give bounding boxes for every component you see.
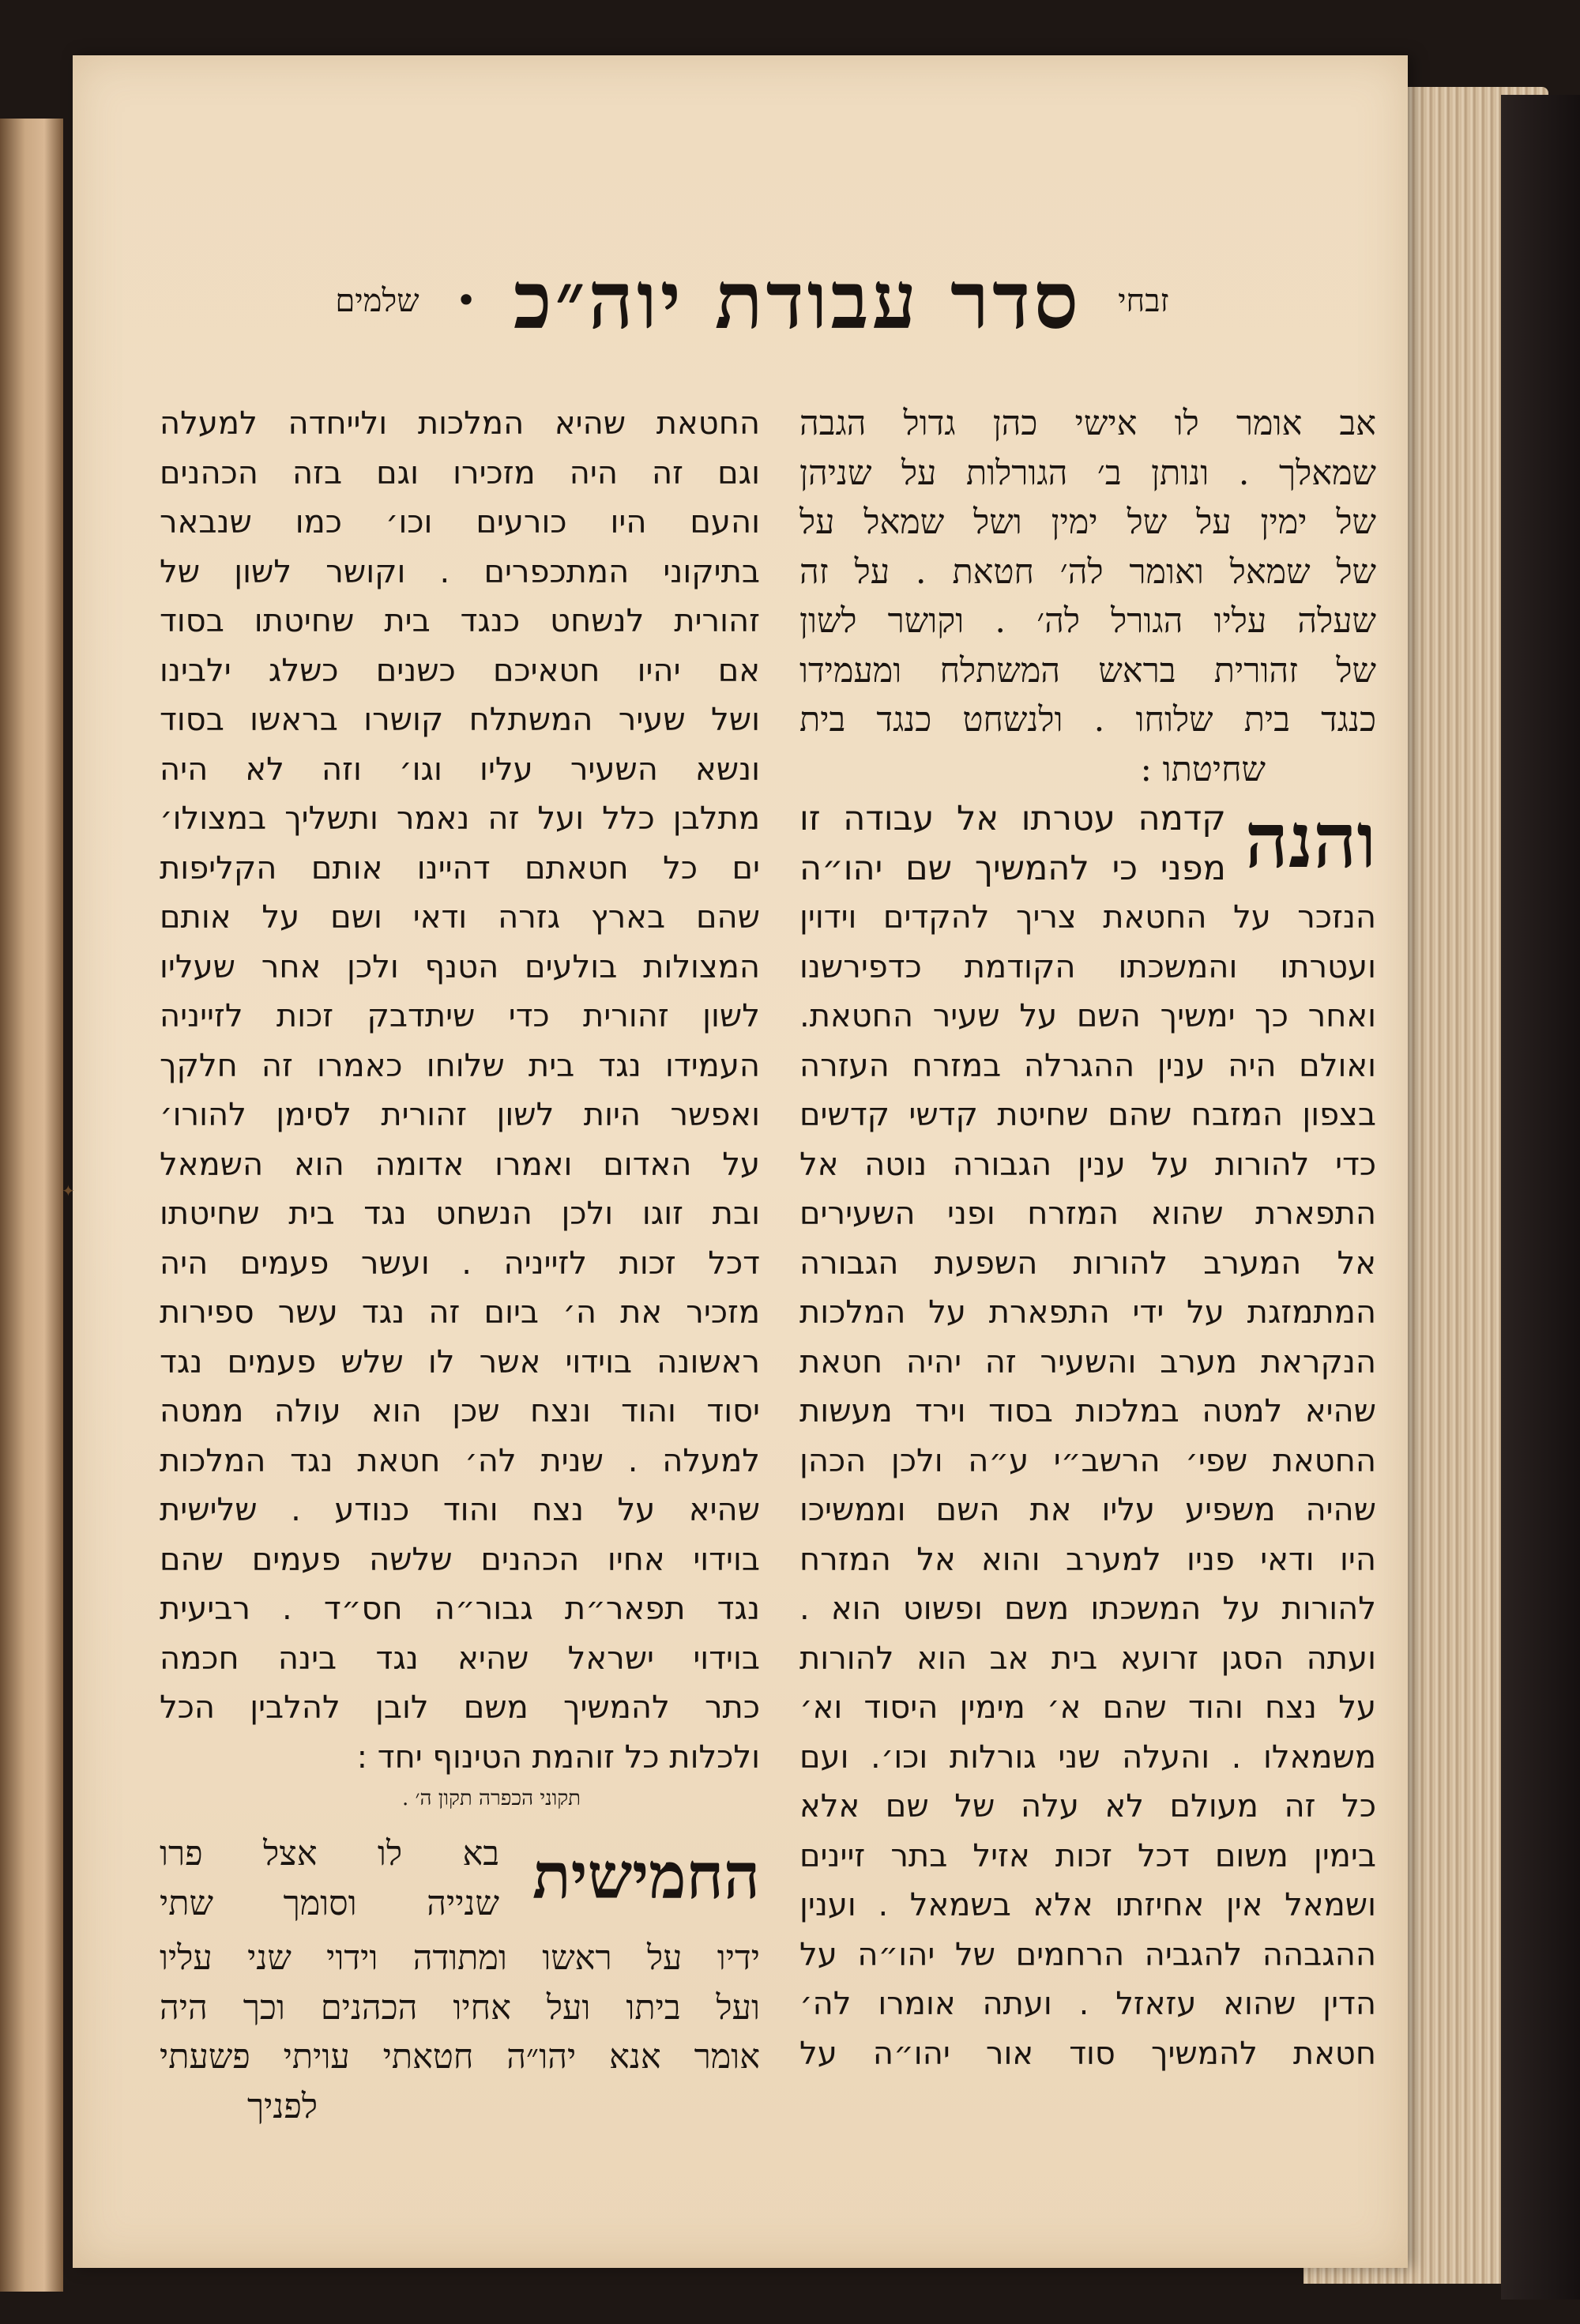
section-heading: החמישית	[532, 1839, 760, 1913]
text-line: שמאלך . ונותן ב׳ הגורלות על שניהן	[799, 453, 1376, 493]
text-line: הדין שהוא עזאזל . ועתה אומרו לה׳	[799, 1986, 1376, 2022]
text-line: ועטרתו והמשכתו הקודמת כדפירשנו	[799, 948, 1376, 985]
text-line: התפארת שהוא המזרח ופני השעירים	[799, 1196, 1376, 1232]
text-line: לפניך	[246, 2086, 318, 2126]
text-line: לשון זהורית כדי שיתדבק זכות לזייניה	[160, 998, 760, 1034]
text-line: שנייה וסומך שתי	[160, 1883, 499, 1923]
text-line: קדמה עטרתו אל עבודה זו	[799, 799, 1226, 838]
dibbur-paragraph	[799, 794, 1376, 893]
text-line: דכל זכות לזייניה . ועשר פעמים היה	[160, 1245, 760, 1282]
book-cover-edge	[1501, 95, 1580, 2300]
header-title: סדר עבודת יוה״כ	[513, 254, 1082, 347]
text-line: מתלבן כלל ועל זה נאמר ותשליך במצולו׳	[160, 800, 760, 837]
left-column	[160, 399, 760, 2131]
text-line: הנקראת מערב והשעיר זה יהיה חטאת	[799, 1343, 1376, 1380]
running-header	[310, 253, 1194, 348]
right-commentary	[799, 893, 1376, 2078]
text-line: ואחר כך ימשיך השם על שעיר החטאת.	[799, 998, 1376, 1034]
header-left-label: שלמים	[335, 282, 419, 319]
text-line: נגד תפאר״ת גבור״ה חס״ד . רביעית	[160, 1591, 760, 1627]
right-column-opening	[799, 399, 1376, 794]
text-line: ועתה הסגן זרועא בית אב הוא להורות	[799, 1640, 1376, 1677]
text-line: וגם זה היה מזכירו וגם בזה הכהנים	[160, 454, 760, 492]
text-line: שהיא על נצח והוד כנודע . שלישית	[160, 1492, 760, 1528]
text-line: אב אומר לו אישי כהן גדול הגבה	[799, 404, 1376, 443]
text-line: למעלה . שנית לה׳ חטאת נגד המלכות	[160, 1442, 760, 1479]
text-line: של שמאל ואומר לה׳ חטאת . על זה	[799, 552, 1376, 592]
text-line: מזכיר את ה׳ ביום זה נגד עשר ספירות	[160, 1294, 760, 1331]
text-line: שהיא למטה במלכות בסוד וירד מעשות	[799, 1393, 1376, 1429]
text-line: ושל שעיר המשתלח קושרו בראשו בסוד	[160, 702, 760, 738]
text-line: המצולות בולעים הטנף ולכן אחר שעליו	[160, 948, 760, 985]
text-line: אומר אנא יהו״ה חטאתי עויתי פשעתי	[160, 2037, 760, 2077]
text-line: זהורית לנשחט כנגד בית שחיטתו בסוד	[160, 603, 760, 639]
text-line: אל המערב להורות השפעת הגבורה	[799, 1245, 1376, 1282]
text-line: ים כל חטאתם דהיינו אותם הקליפות	[160, 849, 760, 887]
text-line: החטאת שהיא המלכות ולייחדה למעלה	[160, 405, 760, 442]
right-column	[799, 399, 1376, 2078]
section-heading-block	[160, 1815, 760, 1934]
text-line: היו ודאי פניו למערב והוא אל המזרח	[799, 1541, 1376, 1578]
text-line: בוידוי ישראל שהיא נגד בינה חכמה	[160, 1640, 760, 1677]
text-line: המתמזגת על ידי התפארת על המלכות	[799, 1294, 1376, 1331]
text-line: על האדום ואמרו אדומה הוא השמאל	[160, 1146, 760, 1183]
text-line: חטאת להמשיך סוד אור יהו״ה על	[799, 2035, 1376, 2072]
text-line: בימין משום דכל זכות אזיל בתר זיינים	[799, 1837, 1376, 1874]
text-line: כל זה מעולם לא עלה של שם אלא	[799, 1788, 1376, 1825]
text-line: שעלה עליו הגורל לה׳ . וקושר לשון	[799, 601, 1376, 641]
text-line: והעם היו כורעים וכו׳ כמו שנבאר	[160, 504, 760, 541]
book-page	[62, 55, 1408, 2268]
text-line: ושמאל אין אחיזתו אלא בשמאל . וענין	[799, 1887, 1376, 1923]
text-line: שחיטתו :	[1140, 749, 1266, 789]
text-line: כנגד בית שלוחו . ולנשחט כנגד בית	[799, 700, 1376, 740]
text-line: שהיה משפיע עליו את השם וממשיכו	[799, 1492, 1376, 1528]
left-closing-text	[160, 1934, 760, 2131]
text-line: בתיקוני המתכפרים . וקושר לשון של	[160, 553, 760, 590]
text-line: כדי להורות על ענין הגבורה נוטה אל	[799, 1146, 1376, 1183]
text-line: משמאלו . והעלה שני גורלות וכו׳. ועם	[799, 1738, 1376, 1776]
section-heading-text	[160, 1829, 499, 1928]
text-line: יסוד והוד ונצח שכן הוא עולה ממטה	[160, 1393, 760, 1429]
margin-mark-icon: ✦	[62, 1181, 75, 1200]
section-note: תקוני הכפרה תקון ה׳ .	[401, 1787, 581, 1810]
text-line: של זהורית בראש המשתלח ומעמידו	[799, 650, 1376, 691]
text-line: ובת זוגו ולכן הנשחט נגד בית שחיטתו	[160, 1196, 760, 1232]
text-line: ההגבהה להגביה הרחמים של יהו״ה על	[799, 1936, 1376, 1973]
text-line: על נצח והוד שהם א׳ מימין היסוד וא׳	[799, 1689, 1376, 1726]
text-line: ועל ביתו ועל אחיו הכהנים וכך היה	[160, 1987, 760, 2028]
dibbur-hamatchil: והנה	[1244, 796, 1376, 885]
text-line: ראשונה בוידוי אשר לו שלש פעמים נגד	[160, 1343, 760, 1380]
text-line: ונשא השעיר עליו וגו׳ וזה לא היה	[160, 751, 760, 788]
text-line: כתר להמשיך משם לובן להלבין הכל	[160, 1689, 760, 1726]
text-line: מפני כי להמשיך שם יהו״ה	[799, 848, 1226, 888]
text-line: של ימין על של ימין ושל שמאל על	[799, 503, 1376, 542]
text-line: הנזכר על החטאת צריך להקדים וידוין	[799, 899, 1376, 936]
text-line: להורות על המשכתו משם ופשוט הוא .	[799, 1591, 1376, 1627]
header-separator: •	[455, 279, 477, 322]
text-line: ואולם היה ענין ההגרלה במזרח העזרה	[799, 1047, 1376, 1084]
text-line: אם יהיו חטאיכם כשנים כשלג ילבינו	[160, 652, 760, 689]
header-right-label: זבחי	[1118, 282, 1169, 319]
text-line: החטאת שפי׳ הרשב״י ע״ה ולכן הכהן	[799, 1442, 1376, 1479]
left-commentary	[160, 399, 760, 1782]
text-line: שהם בארץ גזרה ודאי ושם על אותם	[160, 899, 760, 936]
text-line: העמידו נגד בית שלוחו כאמרו זה חלקך	[160, 1047, 760, 1084]
text-line: בצפון המזבח שהם שחיטת קדשי קדשים	[799, 1097, 1376, 1133]
text-line: בוידוי אחיו הכהנים שלשה פעמים שהם	[160, 1541, 760, 1578]
text-line: ולכלות כל זוהמת הטינוף יחד :	[356, 1738, 760, 1776]
text-line: בא לו אצל פרו	[160, 1834, 499, 1874]
text-line: ידיו על ראשו ומתודה וידוי שני עליו	[160, 1938, 760, 1978]
facing-page-edge	[0, 119, 63, 2292]
text-line: ואפשר היות לשון זהורית לסימן להורו׳	[160, 1097, 760, 1133]
